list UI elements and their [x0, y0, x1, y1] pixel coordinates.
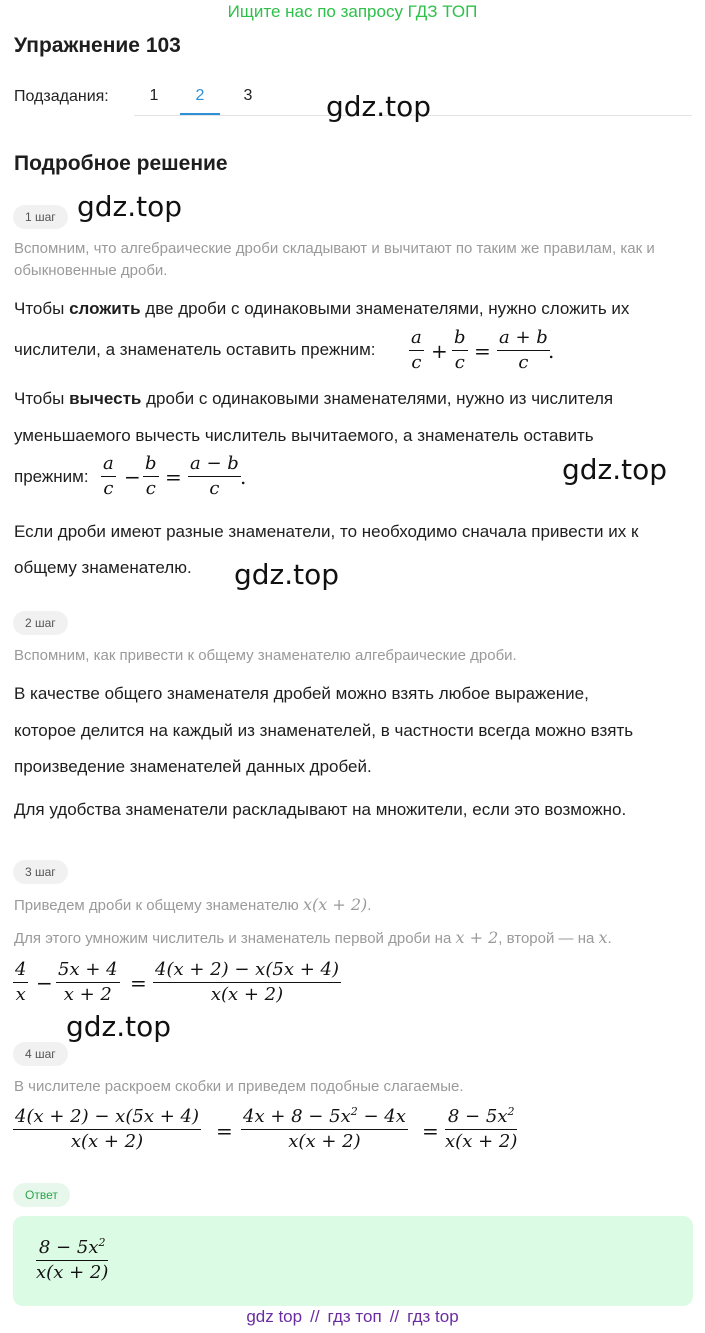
watermark: gdz.top [326, 90, 432, 123]
footer-separator: // [389, 1307, 400, 1326]
math-operator: = [422, 1119, 439, 1143]
math-operator: . [240, 465, 247, 489]
watermark: gdz.top [562, 453, 668, 486]
footer-link[interactable]: gdz top [246, 1307, 303, 1326]
step-badge: 4 шаг [13, 1042, 68, 1066]
footer-link[interactable]: гдз топ [327, 1307, 382, 1326]
math-operator: − [36, 971, 53, 995]
math-fraction: $\frac{b}{c}$ [454, 327, 466, 373]
step-note: Приведем дроби к общему знаменателю x(x + 2). [14, 895, 372, 914]
promo-banner: Ищите нас по запросу ГДЗ ТОП [227, 2, 478, 21]
footer-links [0, 1307, 705, 1327]
answer-box [13, 1216, 693, 1306]
tab-subtask-2[interactable]: 2 [195, 87, 205, 104]
math-operator: = [130, 971, 147, 995]
step-text: В качестве общего знаменателя дробей можно взять любое выражение, [14, 684, 589, 703]
math-operator: = [165, 465, 182, 489]
math-operator: − [124, 465, 141, 489]
step-text: которое делится на каждый из знаменателей, в частности всегда можно взять [14, 721, 634, 740]
step-text: Для удобства знаменатели раскладывают на множители, если это возможно. [14, 800, 627, 819]
step-note: Для этого умножим числитель и знаменатель первой дроби на x + 2, второй — на x. [14, 928, 612, 947]
math-fraction: $\frac{4x + 8 - 5x^2 - 4x}{x(x + 2)}$ [243, 1105, 406, 1152]
math-fraction: $\frac{8 - 5x^2}{x(x + 2)}$ [445, 1105, 518, 1152]
math-fraction: $\frac{4(x + 2) - x(5x + 4)}{x(x + 2)}$ [155, 959, 339, 1005]
math-fraction: $\frac{a}{c}$ [411, 327, 422, 373]
math-fraction: $\frac{5x + 4}{x + 2}$ [58, 959, 118, 1005]
watermark: gdz.top [77, 190, 183, 223]
footer-link[interactable]: гдз top [407, 1307, 459, 1326]
step-text: прежним: [14, 467, 89, 486]
math-fraction: $\frac{a + b}{c}$ [499, 327, 548, 373]
math-fraction: $\frac{b}{c}$ [145, 453, 157, 499]
footer-separator: // [310, 1307, 320, 1326]
step-text: уменьшаемого вычесть числитель вычитаемого, а знаменатель оставить [14, 426, 594, 445]
tab-subtask-3[interactable]: 3 [243, 87, 253, 104]
step-note: В числителе раскроем скобки и приведем подобные слагаемые. [14, 1078, 464, 1095]
page-title: Упражнение 103 [14, 34, 181, 57]
math-operator: + [431, 339, 448, 363]
math-operator: = [474, 339, 491, 363]
answer-badge: Ответ [13, 1183, 70, 1207]
subtasks-label: Подзадания: [14, 88, 109, 105]
step-text: Чтобы вычесть дроби с одинаковыми знаменателями, нужно из числителя [14, 389, 614, 408]
step-badge: 3 шаг [13, 860, 68, 884]
watermark: gdz.top [234, 558, 340, 591]
math-operator: . [548, 339, 555, 363]
step-text: произведение знаменателей данных дробей. [14, 757, 372, 776]
step-note: Вспомним, как привести к общему знаменателю алгебраические дроби. [14, 647, 517, 664]
math-fraction: $\frac{a - b}{c}$ [190, 453, 239, 499]
step-badge: 2 шаг [13, 611, 68, 635]
math-fraction: $\frac{4(x + 2) - x(5x + 4)}{x(x + 2)}$ [15, 1106, 199, 1152]
answer-fraction: $\frac{8 - 5x^2}{x(x + 2)}$ [36, 1236, 109, 1283]
math-fraction: $\frac{a}{c}$ [103, 453, 114, 499]
step-note: Вспомним, что алгебраические дроби складывают и вычитают по таким же правилам, как и обыкновенные дроби. [14, 240, 655, 279]
step-text: числители, а знаменатель оставить прежним: [14, 340, 376, 359]
math-operator: = [216, 1119, 233, 1143]
tab-subtask-1[interactable]: 1 [149, 87, 159, 104]
solution-heading: Подробное решение [14, 152, 228, 175]
watermark: gdz.top [66, 1010, 172, 1043]
step-badge: 1 шаг [13, 205, 68, 229]
step-text: Если дроби имеют разные знаменатели, то необходимо сначала привести их к общему знаменателю. [14, 522, 639, 577]
math-fraction: $\frac{4}{x}$ [15, 959, 27, 1005]
active-tab-indicator [180, 113, 220, 115]
step-text: Чтобы сложить две дроби с одинаковыми знаменателями, нужно сложить их [14, 299, 630, 318]
